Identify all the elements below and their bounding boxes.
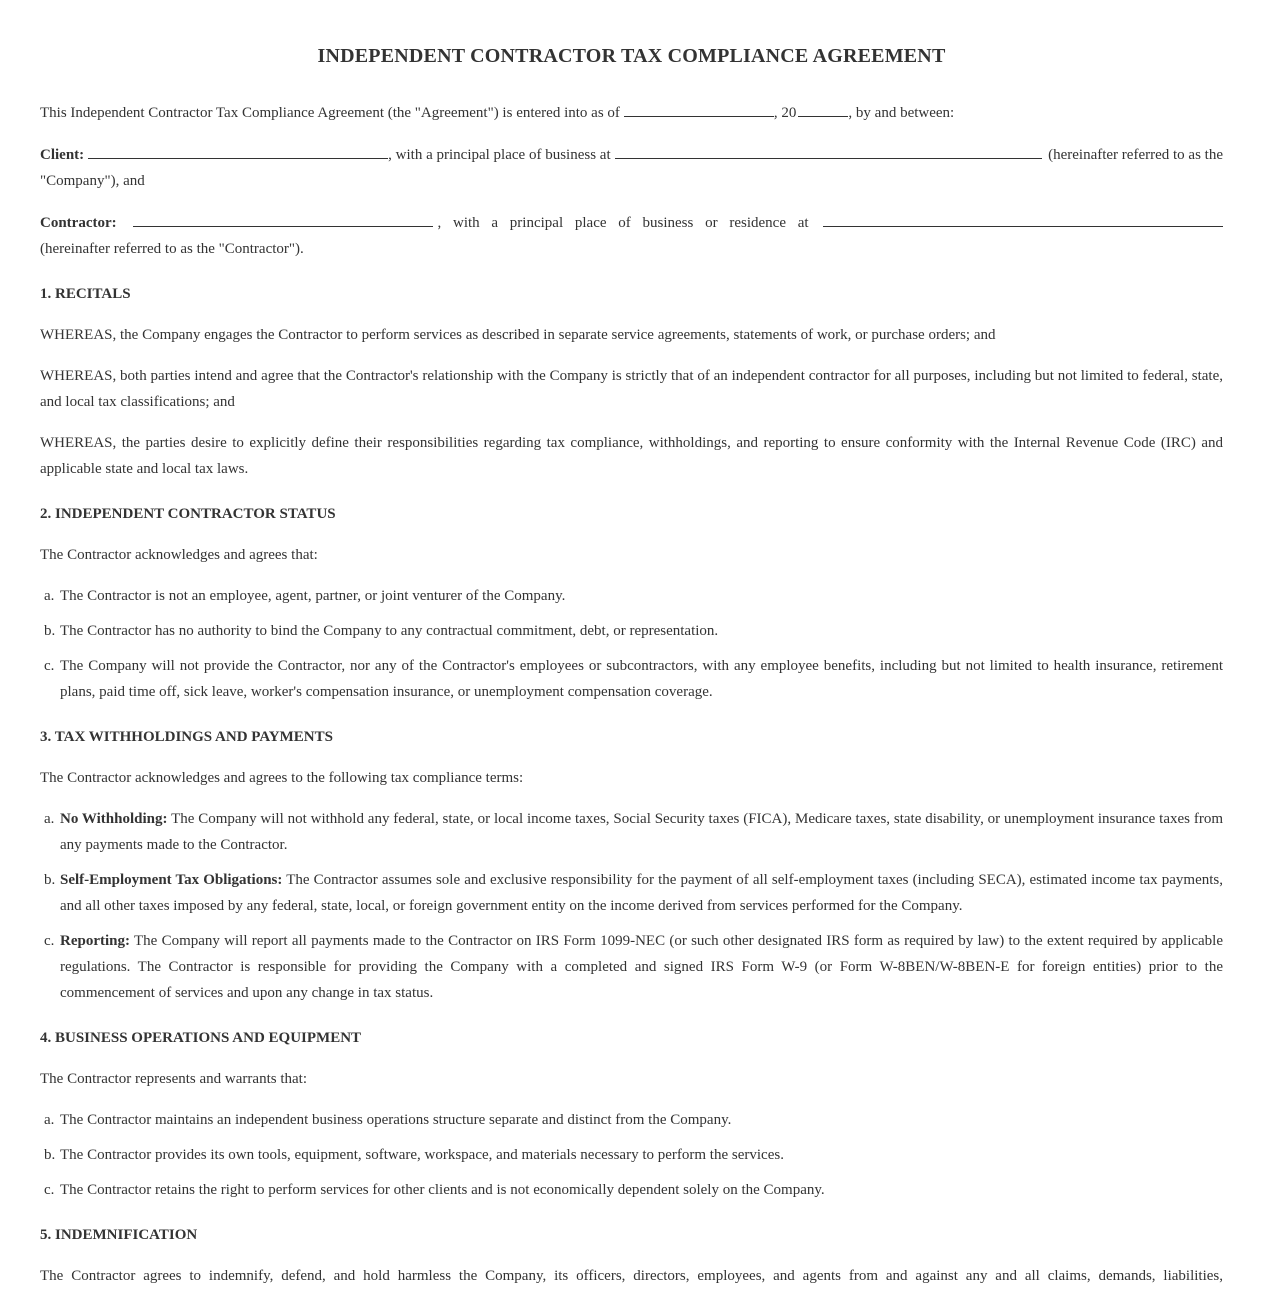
list-item	[44, 1107, 1223, 1133]
item-marker: b.	[44, 1147, 56, 1163]
contractor-text-b: (hereinafter referred to as the "Contractor").	[40, 241, 304, 257]
list-item	[44, 1142, 1223, 1168]
client-label: Client:	[40, 147, 85, 163]
contractor-text-a: , with a principal place of business or residence at	[437, 215, 809, 231]
item-text: The Contractor is not an employee, agent, partner, or joint venturer of the Company.	[60, 588, 566, 604]
year-blank[interactable]	[798, 100, 848, 117]
item-text: The Contractor maintains an independent business operations structure separate and distinct from the Company.	[60, 1112, 732, 1128]
item-text: The Company will report all payments made to the Contractor on IRS Form 1099-NEC (or such other designated IRS form as required by law) to the extent required by applicable regulations. The Contractor is responsible for providing the Company with a completed and signed IRS Form W-9 (or Form W-8BEN/W-8BEN-E for foreign entities) prior to the commencement of services and upon any change in tax status.	[60, 933, 1223, 1001]
recital-paragraph: WHEREAS, the Company engages the Contractor to perform services as described in separate service agreements, statements of work, or purchase orders; and	[40, 327, 996, 343]
section-lead: The Contractor represents and warrants that:	[40, 1071, 307, 1087]
item-marker: b.	[44, 623, 56, 639]
item-text: The Contractor has no authority to bind the Company to any contractual commitment, debt, or representation.	[60, 623, 719, 639]
section-lead: The Contractor acknowledges and agrees to the following tax compliance terms:	[40, 770, 524, 786]
status-list	[40, 583, 1223, 705]
operations-list	[40, 1107, 1223, 1203]
item-marker: c.	[44, 1182, 55, 1198]
list-item	[44, 618, 1223, 644]
section-heading-tax-withholdings: 3. TAX WITHHOLDINGS AND PAYMENTS	[40, 729, 333, 745]
item-marker: c.	[44, 933, 55, 949]
section-heading-indemnification: 5. INDEMNIFICATION	[40, 1227, 198, 1243]
recital-paragraph: WHEREAS, both parties intend and agree that the Contractor's relationship with the Company is strictly that of an independent contractor for all purposes, including but not limited to federal, state, and local tax classifications; and	[40, 368, 1223, 410]
item-marker: a.	[44, 811, 55, 827]
contractor-address-blank[interactable]	[823, 210, 1223, 227]
list-item	[44, 867, 1223, 919]
item-marker: a.	[44, 588, 55, 604]
item-text: The Contractor assumes sole and exclusive responsibility for the payment of all self-employment taxes (including SECA), estimated income tax payments, and all other taxes imposed by any federal, state, local, or foreign government entity on the income derived from services performed for the Company.	[60, 872, 1223, 914]
intro-text-b: , 20	[773, 105, 797, 121]
section-heading-recitals: 1. RECITALS	[40, 286, 131, 302]
intro-text-c: , by and between:	[848, 105, 955, 121]
section-heading-contractor-status: 2. INDEPENDENT CONTRACTOR STATUS	[40, 506, 336, 522]
section-lead: The Contractor acknowledges and agrees that:	[40, 547, 318, 563]
contractor-name-blank[interactable]	[133, 210, 433, 227]
client-text-a: , with a principal place of business at	[388, 147, 611, 163]
client-address-blank[interactable]	[615, 142, 1043, 159]
document-title: INDEPENDENT CONTRACTOR TAX COMPLIANCE AGREEMENT	[317, 45, 946, 67]
item-marker: b.	[44, 872, 56, 888]
section-heading-business-operations: 4. BUSINESS OPERATIONS AND EQUIPMENT	[40, 1030, 362, 1046]
intro-text-a: This Independent Contractor Tax Compliance Agreement (the "Agreement") is entered into as of	[40, 105, 620, 121]
client-text-b: (hereinafter referred to as the	[1048, 147, 1223, 163]
contractor-paragraph	[40, 210, 1223, 262]
list-item	[44, 1177, 1223, 1203]
contractor-label: Contractor:	[40, 215, 117, 231]
item-term: Reporting:	[60, 933, 130, 949]
item-text: The Contractor retains the right to perform services for other clients and is not economically dependent solely on the Company.	[60, 1182, 825, 1198]
section-lead: The Contractor agrees to indemnify, defend, and hold harmless the Company, its officers, directors, employees, and agents from and against any and all claims, demands, liabilities,	[40, 1268, 1223, 1284]
client-name-blank[interactable]	[88, 142, 388, 159]
list-item	[44, 806, 1223, 858]
item-marker: c.	[44, 658, 55, 674]
recital-paragraph: WHEREAS, the parties desire to explicitly define their responsibilities regarding tax compliance, withholdings, and reporting to ensure conformity with the Internal Revenue Code (IRC) and applicable state and local tax laws.	[40, 435, 1223, 477]
list-item	[44, 653, 1223, 705]
client-paragraph	[40, 142, 1223, 194]
intro-paragraph	[40, 100, 1223, 126]
item-term: No Withholding:	[60, 811, 168, 827]
client-text-c: "Company"), and	[40, 173, 145, 189]
list-item	[44, 583, 1223, 609]
item-marker: a.	[44, 1112, 55, 1128]
item-text: The Contractor provides its own tools, equipment, software, workspace, and materials necessary to perform the services.	[60, 1147, 784, 1163]
item-text: The Company will not provide the Contractor, nor any of the Contractor's employees or subcontractors, with any employee benefits, including but not limited to health insurance, retirement plans, paid time off, sick leave, worker's compensation insurance, or unemployment compensation coverage.	[60, 658, 1223, 700]
date-blank[interactable]	[624, 100, 774, 117]
item-term: Self-Employment Tax Obligations:	[60, 872, 283, 888]
tax-terms-list	[40, 806, 1223, 1006]
list-item	[44, 928, 1223, 1006]
item-text: The Company will not withhold any federal, state, or local income taxes, Social Security taxes (FICA), Medicare taxes, state disability, or unemployment insurance taxes from any payments made to the Contractor.	[60, 811, 1223, 853]
